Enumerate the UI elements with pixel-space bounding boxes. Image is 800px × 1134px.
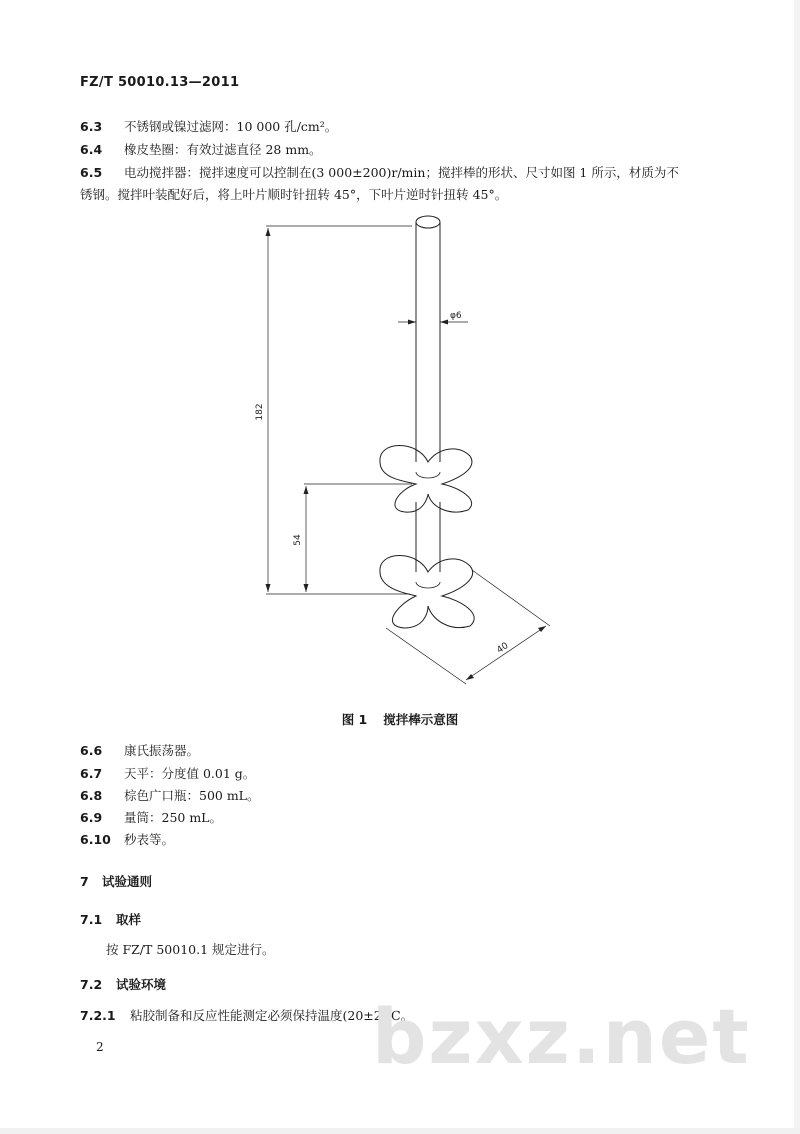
clause-number: 6.5 — [80, 165, 103, 180]
dim-label-40: 40 — [495, 640, 511, 656]
rod-inner-arc-lower — [416, 582, 440, 588]
clause-7-2-1 — [80, 1006, 413, 1024]
section-7-heading — [80, 872, 152, 890]
dim-label-diameter: φ6 — [450, 311, 462, 321]
figure-caption — [0, 710, 800, 728]
clause-6-8 — [80, 786, 260, 804]
clause-number: 6.7 — [80, 766, 103, 781]
clause-text: 康氏振荡器。 — [124, 743, 200, 758]
section-7-2-heading — [80, 975, 166, 993]
arrow-182-top — [266, 228, 271, 236]
rod-upper-segment — [416, 222, 440, 462]
section-title: 试验通则 — [102, 874, 153, 889]
clause-text: 电动搅拌器：搅拌速度可以控制在(3 000±200)r/min；搅拌棒的形状、尺寸如图 1 所示，材质为不 — [124, 165, 679, 180]
clause-text: 橡皮垫圈：有效过滤直径 28 mm。 — [124, 142, 322, 157]
section-7-1-heading — [80, 910, 141, 928]
figure-caption-title: 搅拌棒示意图 — [383, 712, 459, 727]
ext-line-blade-b — [386, 628, 466, 684]
clause-text: 秒表等。 — [124, 832, 175, 847]
arrow-dia-right — [440, 320, 448, 325]
clause-number: 6.9 — [80, 810, 103, 825]
clause-text: 天平：分度值 0.01 g。 — [124, 766, 256, 781]
arrow-40-b — [466, 674, 474, 680]
dim-line-40 — [466, 626, 546, 680]
dim-label-54: 54 — [293, 534, 303, 546]
clause-text: 棕色广口瓶：500 mL。 — [124, 788, 260, 803]
arrow-54-bottom — [304, 584, 309, 592]
section-7-1-body: 按 FZ/T 50010.1 规定进行。 — [106, 942, 275, 957]
page-number: 2 — [96, 1040, 104, 1054]
clause-6-10 — [80, 830, 174, 848]
section-title: 取样 — [116, 912, 142, 927]
clause-text: 粘胶制备和反应性能测定必须保持温度(20±2)℃。 — [130, 1008, 414, 1023]
section-number: 7 — [80, 874, 89, 889]
clause-number: 6.10 — [80, 832, 111, 847]
dim-label-182: 182 — [255, 403, 265, 421]
arrow-54-top — [304, 486, 309, 494]
clause-number: 6.6 — [80, 743, 103, 758]
ext-line-blade-a — [472, 570, 550, 626]
clause-number: 7.2.1 — [80, 1008, 116, 1023]
clause-6-7 — [80, 764, 255, 782]
section-title: 试验环境 — [116, 977, 167, 992]
clause-6-5-continued: 锈钢。搅拌叶装配好后，将上叶片顺时针扭转 45°，下叶片逆时针扭转 45°。 — [80, 187, 508, 202]
arrow-dia-left — [408, 320, 416, 325]
upper-blade-outline — [380, 446, 472, 513]
rod-top-ellipse — [416, 216, 440, 228]
section-number: 7.1 — [80, 912, 103, 927]
figure-caption-number: 图 1 — [341, 712, 368, 727]
standard-code-header: FZ/T 50010.13—2011 — [80, 75, 240, 90]
clause-text: 不锈钢或镍过滤网：10 000 孔/cm²。 — [124, 119, 338, 134]
clause-number: 6.3 — [80, 119, 103, 134]
clause-6-9 — [80, 808, 222, 826]
section-number: 7.2 — [80, 977, 103, 992]
arrow-40-a — [538, 626, 546, 632]
arrow-182-bottom — [266, 584, 271, 592]
watermark: bzxz.net — [372, 992, 751, 1081]
rod-inner-arc-upper — [416, 472, 440, 478]
clause-number: 6.4 — [80, 142, 103, 157]
clause-text: 量筒：250 mL。 — [124, 810, 222, 825]
clause-6-6 — [80, 741, 199, 759]
clause-number: 6.8 — [80, 788, 103, 803]
lower-blade-outline — [380, 556, 474, 629]
